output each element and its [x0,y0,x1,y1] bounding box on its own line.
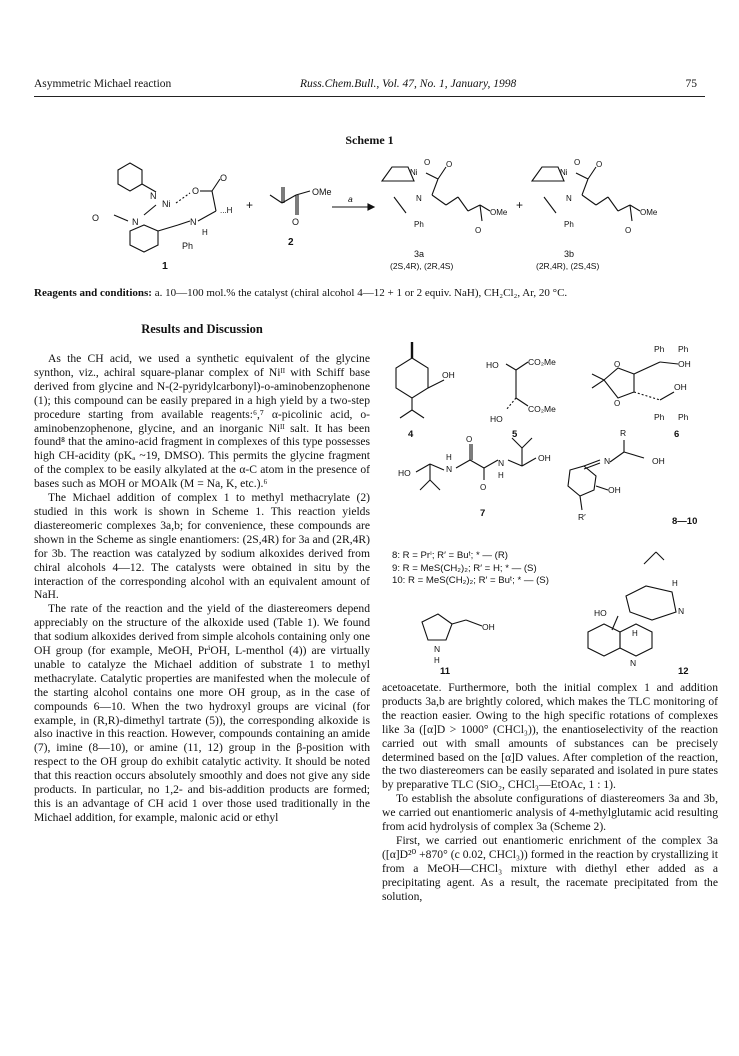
compound-1-label: 1 [162,260,168,272]
svg-text:N: N [446,464,453,474]
svg-text:H: H [672,579,678,588]
paragraph: As the CH acid, we used a synthetic equivalent of the glycine synthon, viz., achiral square-planar complex of Niᴵᴵ with Schiff base derived from glycine and N-(2-pyridylcarbonyl)-o-aminobenzophenone (1); this compound can be easily prepared in a high yield by a two-step procedure starting from available reagents:⁶,⁷ α-picolinic acid, o-aminobenzophenone, glycine, and an inorganic Niᴵᴵ salt. It has been found⁸ that the amino-acid fragment in complexes of this type possesses high CH-acidity (pKₐ ~19, DMSO). This permits the glycine fragment of the complex to be easily alkylated at the α-C atom in the presence of bases such as MOH or MOAlk (M = Na, K, etc.).⁶ [34,352,370,491]
catalyst-structures-figure [382,340,712,675]
svg-text:N: N [566,194,572,203]
compound-5-label: 5 [512,429,518,440]
configuration-3b: (2R,4R), (2S,4S) [536,261,600,271]
svg-text:N: N [132,217,139,227]
compound-12-label: 12 [678,666,689,675]
quinuclidine-cage [626,586,676,620]
journal-citation: Russ.Chem.Bull., Vol. 47, No. 1, January, 1998 [300,78,517,90]
compound-4-label: 4 [408,429,414,440]
left-column-text [34,352,370,825]
compound-11-label: 11 [440,666,451,675]
header-rule [34,96,705,97]
paragraph: First, we carried out enantiomeric enrichment of the complex 3a ([α]D²⁰ +870° (c 0.02, CHCl₃)) formed in the reaction by crystallizing it from a MeOH—CHCl₃ mixture with diethyl ether added as a precipitating agent. As a result, the racemate precipitated from the solution, [382,833,718,903]
definition-10: 10: R = MeS(CH₂)₂; R′ = Buᵗ; * — (S) [392,575,549,586]
svg-text:O: O [480,483,487,492]
svg-text:CO₂Me: CO₂Me [528,357,556,367]
compound-8-10-definitions [392,550,592,588]
svg-text:O: O [220,173,228,183]
atom-ni: Ni [162,199,171,209]
svg-text:+: + [516,198,524,212]
svg-text:HO: HO [398,468,411,478]
svg-text:O: O [446,160,453,169]
svg-text:O: O [614,360,621,369]
paragraph: To establish the absolute configurations of diastereomers 3a and 3b, we carried out enantiomeric analysis of 4-methylglutamic acid resulting from acid hydrolysis of complex 3a (Scheme 2). [382,792,718,834]
svg-text:OH: OH [482,622,495,632]
compound-6-label: 6 [674,429,680,440]
configuration-3a: (2S,4R), (2R,4S) [390,261,454,271]
svg-text:HO: HO [486,360,499,370]
scheme-title: Scheme 1 [345,133,394,147]
svg-text:O: O [596,160,603,169]
svg-text:N: N [434,644,441,654]
svg-text:O: O [475,226,482,235]
scheme-1-figure [70,145,670,275]
section-title: Results and Discussion [141,322,263,336]
svg-text:N: N [498,458,505,468]
compound-8-10-label: 8—10 [672,516,698,527]
definition-9: 9: R = MeS(CH₂)₂; R′ = H; * — (S) [392,562,537,574]
svg-text:R: R [620,428,627,438]
paragraph: acetoacetate. Furthermore, both the initial complex 1 and addition products 3a,b are brightly colored, which makes the TLC monitoring of the reaction easier. Owing to the high specific rotations of complexes like 3a ([α]D > 1000° (CHCl₃)), the enantioselectivity of the reaction carried out with small amounts of substances can be precisely determined based on the [α]D values. After completion of the reaction, the two diastereomers can be easily separated and isolated in pure states by preparative TLC (SiO₂, CHCl₃—EtOAc, 1 : 1). [382,681,718,792]
svg-text:H: H [202,228,208,237]
svg-text:Ph: Ph [654,344,665,354]
svg-text:CO₂Me: CO₂Me [528,404,556,414]
svg-text:N: N [416,194,422,203]
svg-text:Ni: Ni [560,168,568,177]
svg-text:N: N [630,658,637,668]
right-column-text [382,681,718,904]
atom-n: N [150,191,157,201]
svg-text:O: O [614,399,621,408]
svg-text:OMe: OMe [640,208,658,217]
svg-text:Ni: Ni [410,168,418,177]
svg-text:...H: ...H [220,206,233,215]
svg-text:Ph: Ph [678,412,689,422]
svg-text:+: + [246,198,254,212]
svg-text:O: O [625,226,632,235]
svg-text:OH: OH [442,370,455,380]
pyrrolidine-ring [422,614,452,640]
svg-text:O: O [292,217,300,227]
svg-text:HO: HO [594,608,607,618]
svg-text:O: O [424,158,431,167]
svg-text:N: N [678,606,685,616]
svg-text:OMe: OMe [312,187,332,197]
menthol-ring [396,358,428,398]
reagent-arrow-label: a [348,194,353,204]
svg-text:Ph: Ph [654,412,665,422]
atom-o: O [192,186,200,196]
svg-text:H: H [434,656,440,665]
svg-text:H: H [632,629,638,638]
svg-text:H: H [446,453,452,462]
svg-text:O: O [574,158,581,167]
definition-8: 8: R = Prⁱ; R′ = Buᵗ; * — (R) [392,550,508,561]
svg-text:OH: OH [678,359,691,369]
svg-text:Ph: Ph [564,220,574,229]
compound-7-label: 7 [480,508,486,519]
svg-text:N: N [190,217,197,227]
svg-text:Ph: Ph [678,344,689,354]
page-number: 75 [685,78,697,90]
svg-text:OH: OH [674,382,687,392]
svg-text:OMe: OMe [490,208,508,217]
benzene-ring [130,225,158,252]
compound-3b-label: 3b [564,249,575,259]
running-title: Asymmetric Michael reaction [34,78,172,90]
svg-text:OH: OH [608,485,621,495]
svg-text:Ph: Ph [414,220,424,229]
svg-text:H: H [498,471,504,480]
reagents-and-conditions: Reagents and conditions: a. 10—100 mol.% the catalyst (chiral alcohol 4—12 + 1 or 2 equiv. NaH), CH₂Cl₂, Ar, 20 °C. [34,287,568,299]
svg-text:O: O [92,213,100,223]
svg-text:HO: HO [490,414,503,424]
paragraph: The Michael addition of complex 1 to methyl methacrylate (2) studied in this work is shown in Scheme 1. This reaction yields diastereomeric complexes 3a,b; for convenience, these compounds are shown in the Scheme as single enantiomers: (2S,4R) for 3a and (2R,4R) for 3b. The reaction was catalyzed by sodium alkoxides derived from chiral alcohols 4—12. The catalysts were obtained in situ by the interaction of the corresponding alcohol with an equivalent amount of NaH. [34,491,370,602]
svg-text:R′: R′ [578,512,586,522]
paragraph: The rate of the reaction and the yield of the diastereomers depend appreciably on the structure of the alkoxide used (Table 1). We found that sodium alkoxides derived from simple alcohols containing only one OH group (for example, MeOH, PrⁱOH, L-menthol (4)) are virtually unable to catalyze the Michael addition of substrate 1 to methyl methacrylate. Catalytic properties are manifested when the molecule of the starting alcohol contains one more OH group, as in the case of compounds 6—10. When the two hydroxyl groups are vicinal (for example, in (R,R)-dimethyl tartrate (5)), the corresponding alkoxide is also inactive in this reaction. However, compounds containing an amide (7), imine (8—10), or amine (11, 12) group in the β-position with respect to the OH group do exhibit catalytic activity. It should be noted that this reaction occurs absolutely smoothly and does not give any side products. In particular, no 1,2- and bis-addition products are formed; this is an advantage of CH acid 1 over those used traditionally in the Michael addition, for example, malonic acid or ethyl [34,602,370,824]
svg-text:OH: OH [652,456,665,466]
svg-text:O: O [466,435,473,444]
quinoline-ring-a [588,624,620,656]
compound-3a-label: 3a [414,249,425,259]
dioxolane-ring [604,368,634,398]
phenyl-label: Ph [182,241,194,251]
phenol-ring [568,466,596,496]
pyridine-ring [118,163,142,191]
compound-2-label: 2 [288,237,294,248]
svg-text:N: N [604,456,611,466]
svg-text:OH: OH [538,453,551,463]
